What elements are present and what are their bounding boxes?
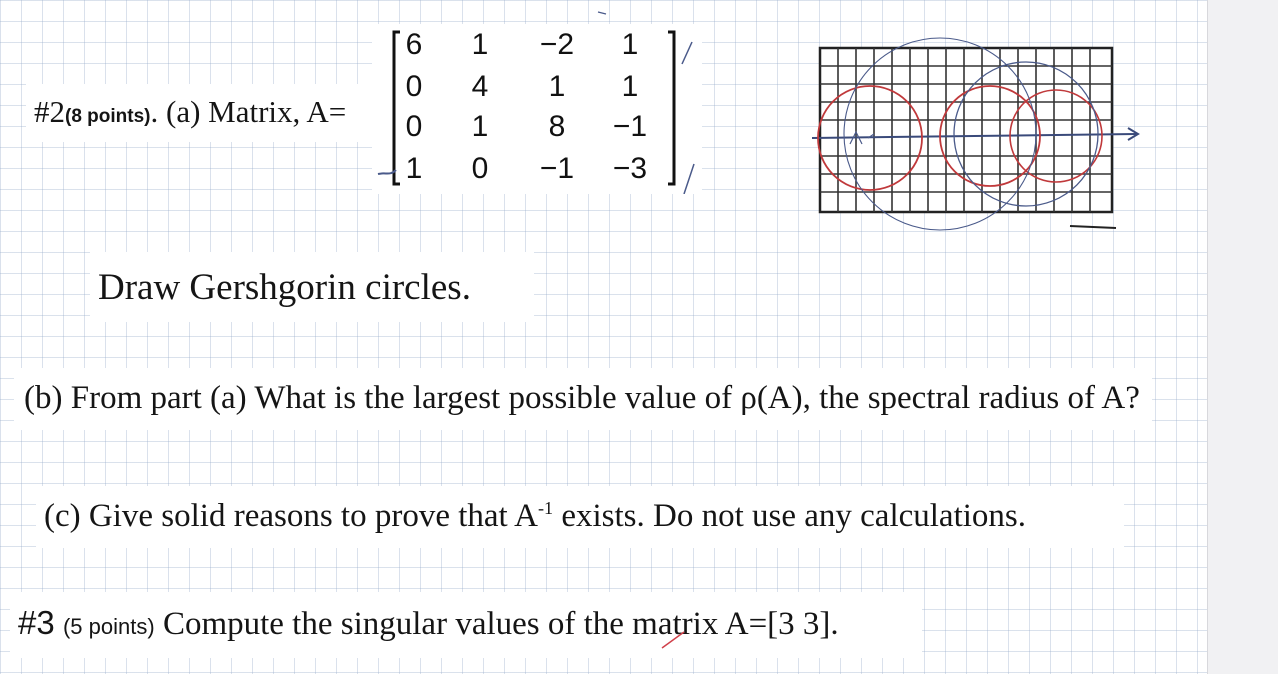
matrix-cell-1-2: 1 — [471, 28, 489, 61]
matrix-cell-3-4: −1 — [612, 110, 648, 143]
matrix-cell-2-1: 0 — [405, 70, 423, 103]
matrix-cell-4-1: 1 — [405, 152, 423, 185]
problem3-number: #3 — [18, 604, 55, 641]
right-margin-panel — [1207, 0, 1278, 674]
part-c-inverse-sup: -1 — [537, 498, 554, 518]
problem2-points: (8 points) — [65, 106, 151, 127]
gershgorin-instruction: Draw Gershgorin circles. — [98, 267, 471, 308]
matrix-cell-1-1: 6 — [405, 28, 423, 61]
part-c-suffix: exists. Do not use any calculations. — [553, 498, 1027, 534]
matrix-cell-3-1: 0 — [405, 110, 423, 143]
matrix-cell-4-2: 0 — [471, 152, 489, 185]
matrix-cell-1-4: 1 — [621, 28, 639, 61]
matrix-cell-3-3: 8 — [548, 110, 566, 143]
part-b-question: (b) From part (a) What is the largest possible value of ρ(A), the spectral radius of A? — [24, 380, 1140, 416]
matrix-cell-4-4: −3 — [612, 152, 648, 185]
problem2-number: #2 — [34, 94, 65, 129]
problem3-text: Compute the singular values of the matrix A=[3 3]. — [154, 606, 839, 642]
problem2-part-a: . (a) Matrix, A= — [150, 94, 347, 129]
matrix-cell-2-4: 1 — [621, 70, 639, 103]
matrix-cell-4-3: −1 — [539, 152, 575, 185]
part-c-prefix: (c) Give solid reasons to prove that A — [44, 498, 538, 534]
matrix-cell-1-3: −2 — [539, 28, 575, 61]
matrix-cell-2-3: 1 — [548, 70, 566, 103]
matrix-cell-2-2: 4 — [471, 70, 489, 103]
problem3-points: (5 points) — [62, 614, 155, 639]
matrix-cell-3-2: 1 — [471, 110, 489, 143]
